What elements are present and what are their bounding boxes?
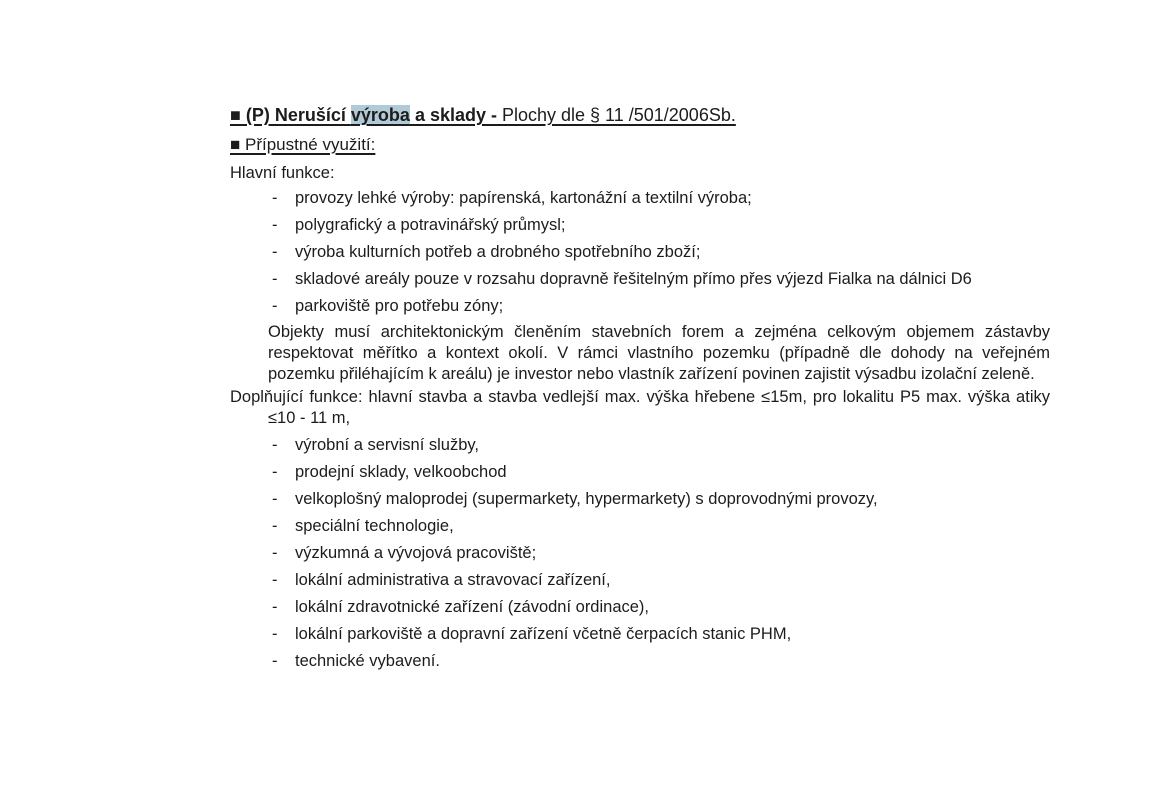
list-item [230,567,1050,594]
list-item-dash: - [272,436,278,454]
list-item-dash: - [272,216,278,234]
document-content [230,104,1050,675]
list-item [230,212,1050,239]
list-item-dash: - [272,625,278,643]
list-item-text: polygrafický a potravinářský průmysl; [295,216,566,234]
list-item-dash: - [272,189,278,207]
list-item-dash: - [272,270,278,288]
list-item-text: lokální zdravotnické zařízení (závodní ordinace), [295,598,650,616]
list-item [230,432,1050,459]
heading-regular-suffix: Plochy dle § 11 /501/2006Sb. [502,105,736,125]
list-item-text: výzkumná a vývojová pracoviště; [295,544,537,562]
list-item-text: skladové areály pouze v rozsahu dopravně řešitelným přímo přes výjezd Fialka na dálnici D6 [295,270,972,288]
list-item-text: parkoviště pro potřebu zóny; [295,297,504,315]
heading-bold-prefix: ■ (P) Nerušící [230,105,351,125]
list-item [230,648,1050,675]
list-item-dash: - [272,463,278,481]
list-item [230,293,1050,320]
heading-bold-middle: a sklady - [409,105,502,125]
list-item-text: lokální parkoviště a dopravní zařízení včetně čerpacích stanic PHM, [295,625,792,643]
section-heading [230,104,1050,127]
list-item [230,459,1050,486]
list-item [230,239,1050,266]
main-function-list [230,185,1050,320]
list-item-text: speciální technologie, [295,517,454,535]
list-item-text: výrobní a servisní služby, [295,436,480,454]
list-item-dash: - [272,490,278,508]
list-item-text: prodejní sklady, velkoobchod [295,463,507,481]
list-item-dash: - [272,652,278,670]
list-item-text: výroba kulturních potřeb a drobného spotřebního zboží; [295,243,701,261]
list-item-text: lokální administrativa a stravovací zařízení, [295,571,611,589]
list-item-dash: - [272,297,278,315]
list-item [230,486,1050,513]
supplementary-function-list [230,432,1050,675]
supplementary-function-paragraph: Doplňující funkce: hlavní stavba a stavba vedlejší max. výška hřebene ≤15m, pro lokalitu P5 max. výška atiky ≤10 - 11 m, [230,388,1050,427]
list-item-text: provozy lehké výroby: papírenská, kartonážní a textilní výroba; [295,189,752,207]
list-item-text: technické vybavení. [295,652,440,670]
list-item [230,513,1050,540]
list-item-dash: - [272,544,278,562]
regulation-paragraph: Objekty musí architektonickým členěním stavebních forem a zejména celkovým objemem zástavby respektovat měřítko a kontext okolí. V rámci vlastního pozemku (případně dle dohody na veřejném pozemku přiléhajícím k areálu) je investor nebo vlastník zařízení povinen zajistit výsadbu izolační zeleně. [268,323,1050,383]
list-item-dash: - [272,243,278,261]
list-item-dash: - [272,517,278,535]
list-item-dash: - [272,571,278,589]
main-function-label: Hlavní funkce: [230,164,335,182]
list-item-text: velkoplošný maloprodej (supermarkety, hypermarkety) s doprovodnými provozy, [295,490,878,508]
subsection-heading: ■ Přípustné využití: [230,135,376,154]
list-item [230,266,1050,293]
list-item [230,540,1050,567]
list-item [230,185,1050,212]
list-item [230,594,1050,621]
search-highlighted-word: výroba [350,105,410,125]
list-item-dash: - [272,598,278,616]
list-item [230,621,1050,648]
